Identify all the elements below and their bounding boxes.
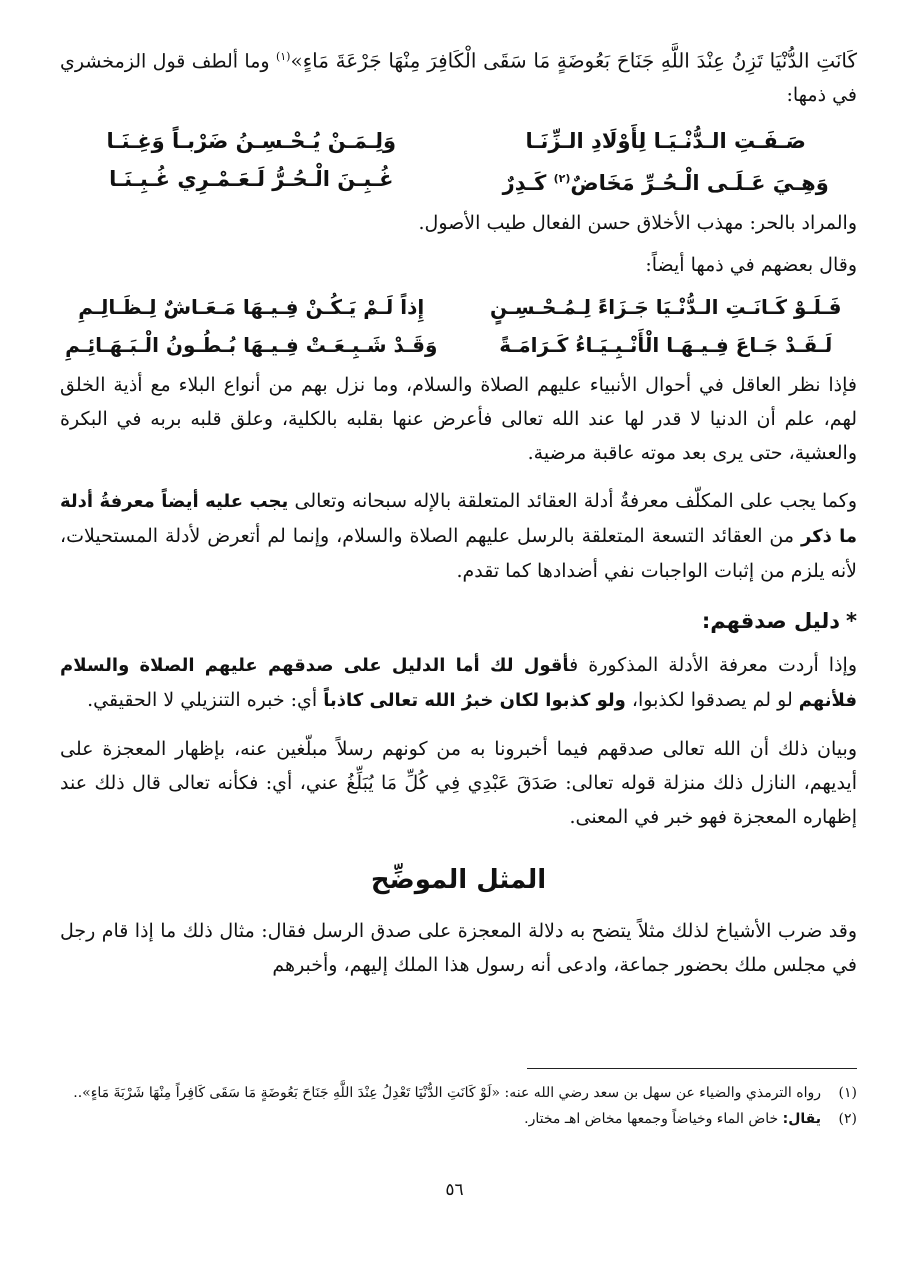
text-run: وكما يجب على المكلّف معرفةُ أدلة العقائد المتعلقة بالإله سبحانه وتعالى xyxy=(288,490,857,513)
text-run: أي: خبره التنزيلي لا الحقيقي. xyxy=(87,689,324,712)
verse-text-tail: كَـدِرٌ xyxy=(502,171,554,196)
footnote-ref-1: (١) xyxy=(275,50,291,63)
intro-paragraph xyxy=(60,40,857,112)
hadith-quote: كَانَتِ الدُّنْيَا تَزِنُ عِنْدَ اللَّهِ جَنَاحَ بَعُوضَةٍ مَا سَقَى الْكَافِرَ مِنْهَا جَرْعَةَ مَاءٍ» xyxy=(290,48,858,73)
star-icon: * xyxy=(846,609,857,634)
footnote-number: (٢) xyxy=(838,1111,857,1127)
bold-text: يجب عليه أيضاً معرفةُ أدلة ما ذكر xyxy=(60,491,857,548)
paragraph-explanation: وبيان ذلك أن الله تعالى صدقهم فيما أخبرونا به من كونهم رسلاً مبلّغين عنه، بإظهار المعجزة على أيديهم، النازل ذلك منزلة قوله تعالى: صَدَقَ عَبْدِي فِي كُلِّ مَا يُبَلِّغُ عني، أي: فكأنه تعالى قال ذلك عند إظهاره المعجزة فهو خبر في المعنى. xyxy=(60,738,857,829)
verse-hemistich-first: لَـقَـدْ جَـاعَ فِـيـهَـا الْأَنْـبِـيَـاءُ كَـرَامَـةً xyxy=(499,333,833,358)
footnote-divider xyxy=(527,1068,857,1069)
text-run: من العقائد التسعة المتعلقة بالرسل عليهم الصلاة والسلام، وإنما لم أتعرض لأدلة المستحيلات، لأنه يلزم من إثبات الواجبات نفي أضدادها كما تقدم. xyxy=(60,525,857,583)
footnotes xyxy=(60,1080,857,1132)
paragraph-poem-intro: وقال بعضهم في ذمها أيضاً: xyxy=(645,254,857,277)
verse-line xyxy=(60,326,857,364)
paragraph-proof xyxy=(60,648,857,718)
poem-second xyxy=(60,288,857,364)
verse-hemistich-first: صَـفَـتِ الـدُّنْـيَـا لِأَوْلَادِ الـزِّنَـا xyxy=(525,129,806,154)
footnote-item xyxy=(60,1080,857,1106)
bold-text: أقول لك أما الدليل على صدقهم عليهم الصلاة والسلام فلأنهم xyxy=(60,655,857,712)
verse-hemistich-second: وَلِـمَـنْ يُـحْـسِـنُ ضَرْبـاً وَغِـنَـا xyxy=(106,129,397,154)
page-number: ٥٦ xyxy=(445,1180,464,1200)
footnote-ref-2: (٢) xyxy=(553,172,571,186)
footnote-text xyxy=(60,1106,821,1132)
intro-rest: وما ألطف قول الزمخشري في ذمها: xyxy=(60,50,857,107)
footnote-item xyxy=(60,1106,857,1132)
poem-zamakhshari xyxy=(60,122,857,202)
footnote-number: (١) xyxy=(838,1085,857,1101)
paragraph-hurr-meaning: والمراد بالحر: مهذب الأخلاق حسن الفعال طيب الأصول. xyxy=(418,212,857,235)
verse-line xyxy=(60,122,857,160)
verse-hemistich-second: وَقَـدْ شَـبِـعَـتْ فِـيـهَا بُـطُـونُ الْـبَـهَـائِـمِ xyxy=(65,333,438,358)
verse-hemistich-second: إِذاً لَـمْ يَـكُـنْ فِـيـهَا مَـعَـاشٌ لِـظَـالِـمِ xyxy=(78,295,425,320)
bold-text: ولو كذبوا لكان خبرُ الله تعالى كاذباً xyxy=(323,690,626,712)
verse-text: وَهِـيَ عَـلَـى الْـحُـرِّ مَخَاضٌ xyxy=(570,171,829,196)
footnote-text: رواه الترمذي والضياء عن سهل بن سعد رضي الله عنه: «لَوْ كَانَتِ الدُّنْيَا تَعْدِلُ عِنْدَ اللَّهِ جَنَاحَ بَعُوضَةٍ مَا سَقَى كَافِراً مِنْهَا شَرْبَةَ مَاءٍ».. xyxy=(73,1085,821,1101)
subheading xyxy=(60,604,857,638)
verse-line xyxy=(60,288,857,326)
bold-text: يقال: xyxy=(782,1111,821,1127)
text-run: خاض الماء وخياضاً وجمعها مخاض اهـ مختار. xyxy=(524,1111,783,1127)
verse-hemistich-second: غُـبِـنَ الْـحُـرُّ لَـعَـمْـرِي غُـبِـنَـا xyxy=(109,167,394,192)
paragraph-duty xyxy=(60,484,857,588)
section-title: المثل الموضِّح xyxy=(370,865,547,896)
paragraph-example: وقد ضرب الأشياخ لذلك مثلاً يتضح به دلالة المعجزة على صدق الرسل فقال: مثال ذلك ما إذا قام رجل في مجلس ملك بحضور جماعة، وادعى أنه رسول هذا الملك إليهم، وأخبرهم xyxy=(60,920,857,977)
verse-line xyxy=(60,160,857,202)
subheading-text: دليل صدقهم: xyxy=(701,609,841,634)
verse-hemistich-first: فَـلَـوْ كَـانَـتِ الـدُّنْـيَا جَـزَاءً لِـمُـحْـسِـنٍ xyxy=(490,295,842,320)
text-run: لو لم يصدقوا لكذبوا، xyxy=(625,689,799,712)
verse-hemistich-first xyxy=(474,160,857,202)
paragraph-prophets: فإذا نظر العاقل في أحوال الأنبياء عليهم الصلاة والسلام، وما نزل بهم من أنواع البلاء مع أذية الخلق لهم، علم أن الدنيا لا قدر لها عند الله تعالى فأعرض عنها بقلبه بالكلية، وعلق قلبه بربه في البكرة والعشية، حتى يرى بعد موته عاقبة مرضية. xyxy=(60,374,857,465)
text-run: وإذا أردت معرفة الأدلة المذكورة ف xyxy=(569,654,857,677)
